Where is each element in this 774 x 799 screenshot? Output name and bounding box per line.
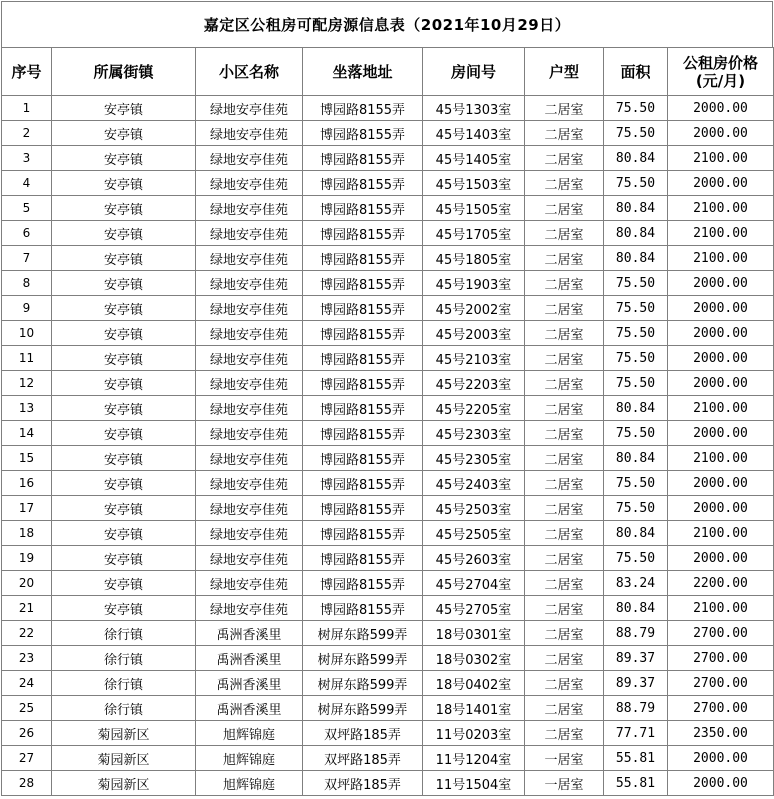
cell-town[interactable]: 安亭镇 xyxy=(52,321,196,346)
cell-price[interactable]: 2700.00 xyxy=(668,646,774,671)
cell-seq[interactable]: 18 xyxy=(2,521,52,546)
cell-address[interactable]: 博园路8155弄 xyxy=(303,346,423,371)
cell-price[interactable]: 2000.00 xyxy=(668,771,774,796)
cell-room[interactable]: 45号1505室 xyxy=(423,196,525,221)
cell-room[interactable]: 45号2205室 xyxy=(423,396,525,421)
cell-type[interactable]: 二居室 xyxy=(525,571,604,596)
cell-address[interactable]: 博园路8155弄 xyxy=(303,196,423,221)
cell-price[interactable]: 2100.00 xyxy=(668,246,774,271)
cell-address[interactable]: 博园路8155弄 xyxy=(303,521,423,546)
cell-town[interactable]: 安亭镇 xyxy=(52,221,196,246)
cell-community[interactable]: 绿地安亭佳苑 xyxy=(196,496,303,521)
cell-seq[interactable]: 15 xyxy=(2,446,52,471)
cell-area[interactable]: 80.84 xyxy=(604,221,668,246)
cell-town[interactable]: 菊园新区 xyxy=(52,771,196,796)
cell-type[interactable]: 二居室 xyxy=(525,246,604,271)
cell-seq[interactable]: 9 xyxy=(2,296,52,321)
cell-community[interactable]: 绿地安亭佳苑 xyxy=(196,521,303,546)
table-row xyxy=(2,646,774,671)
cell-town[interactable]: 安亭镇 xyxy=(52,446,196,471)
table-row xyxy=(2,771,774,796)
cell-price[interactable]: 2000.00 xyxy=(668,471,774,496)
cell-room[interactable]: 45号2704室 xyxy=(423,571,525,596)
cell-area[interactable]: 75.50 xyxy=(604,296,668,321)
table-row xyxy=(2,396,774,421)
table-row xyxy=(2,746,774,771)
cell-seq[interactable]: 17 xyxy=(2,496,52,521)
cell-address[interactable]: 博园路8155弄 xyxy=(303,146,423,171)
cell-town[interactable]: 菊园新区 xyxy=(52,721,196,746)
cell-type[interactable]: 二居室 xyxy=(525,446,604,471)
cell-type[interactable]: 二居室 xyxy=(525,196,604,221)
cell-town[interactable]: 安亭镇 xyxy=(52,546,196,571)
table-row xyxy=(2,246,774,271)
cell-community[interactable]: 绿地安亭佳苑 xyxy=(196,321,303,346)
cell-community[interactable]: 绿地安亭佳苑 xyxy=(196,221,303,246)
cell-town[interactable]: 安亭镇 xyxy=(52,571,196,596)
cell-community[interactable]: 绿地安亭佳苑 xyxy=(196,196,303,221)
cell-type[interactable]: 二居室 xyxy=(525,696,604,721)
cell-seq[interactable]: 14 xyxy=(2,421,52,446)
cell-town[interactable]: 安亭镇 xyxy=(52,196,196,221)
cell-seq[interactable]: 16 xyxy=(2,471,52,496)
cell-seq[interactable]: 6 xyxy=(2,221,52,246)
cell-seq[interactable]: 20 xyxy=(2,571,52,596)
cell-area[interactable]: 75.50 xyxy=(604,496,668,521)
table-row xyxy=(2,671,774,696)
cell-type[interactable]: 二居室 xyxy=(525,471,604,496)
header-town: 所属街镇 xyxy=(52,48,196,96)
cell-area[interactable]: 77.71 xyxy=(604,721,668,746)
cell-address[interactable]: 双坪路185弄 xyxy=(303,721,423,746)
cell-room[interactable]: 45号1503室 xyxy=(423,171,525,196)
cell-type[interactable]: 一居室 xyxy=(525,746,604,771)
cell-area[interactable]: 80.84 xyxy=(604,396,668,421)
cell-type[interactable]: 二居室 xyxy=(525,421,604,446)
cell-seq[interactable]: 21 xyxy=(2,596,52,621)
cell-town[interactable]: 安亭镇 xyxy=(52,246,196,271)
cell-room[interactable]: 18号0402室 xyxy=(423,671,525,696)
cell-price[interactable]: 2000.00 xyxy=(668,371,774,396)
cell-address[interactable]: 博园路8155弄 xyxy=(303,246,423,271)
cell-type[interactable]: 二居室 xyxy=(525,671,604,696)
cell-area[interactable]: 75.50 xyxy=(604,421,668,446)
cell-type[interactable]: 二居室 xyxy=(525,296,604,321)
table-row xyxy=(2,371,774,396)
cell-address[interactable]: 博园路8155弄 xyxy=(303,371,423,396)
cell-seq[interactable]: 19 xyxy=(2,546,52,571)
cell-seq[interactable]: 2 xyxy=(2,121,52,146)
cell-type[interactable]: 二居室 xyxy=(525,646,604,671)
cell-price[interactable]: 2100.00 xyxy=(668,196,774,221)
cell-price[interactable]: 2100.00 xyxy=(668,521,774,546)
cell-community[interactable]: 绿地安亭佳苑 xyxy=(196,421,303,446)
table-row xyxy=(2,546,774,571)
cell-area[interactable]: 75.50 xyxy=(604,171,668,196)
cell-type[interactable]: 二居室 xyxy=(525,346,604,371)
cell-community[interactable]: 绿地安亭佳苑 xyxy=(196,296,303,321)
header-community: 小区名称 xyxy=(196,48,303,96)
cell-town[interactable]: 安亭镇 xyxy=(52,96,196,121)
table-row xyxy=(2,446,774,471)
cell-community[interactable]: 绿地安亭佳苑 xyxy=(196,171,303,196)
cell-community[interactable]: 旭辉锦庭 xyxy=(196,771,303,796)
cell-community[interactable]: 禹洲香溪里 xyxy=(196,621,303,646)
cell-room[interactable]: 45号1403室 xyxy=(423,121,525,146)
cell-address[interactable]: 博园路8155弄 xyxy=(303,96,423,121)
cell-seq[interactable]: 26 xyxy=(2,721,52,746)
table-row xyxy=(2,221,774,246)
cell-room[interactable]: 45号2303室 xyxy=(423,421,525,446)
cell-room[interactable]: 45号2705室 xyxy=(423,596,525,621)
header-row xyxy=(2,48,774,96)
cell-room[interactable]: 45号1303室 xyxy=(423,96,525,121)
cell-town[interactable]: 菊园新区 xyxy=(52,746,196,771)
table-row xyxy=(2,96,774,121)
cell-area[interactable]: 80.84 xyxy=(604,596,668,621)
cell-room[interactable]: 45号1903室 xyxy=(423,271,525,296)
table-row xyxy=(2,471,774,496)
cell-area[interactable]: 89.37 xyxy=(604,671,668,696)
cell-town[interactable]: 安亭镇 xyxy=(52,346,196,371)
cell-seq[interactable]: 3 xyxy=(2,146,52,171)
cell-price[interactable]: 2100.00 xyxy=(668,596,774,621)
table-row xyxy=(2,521,774,546)
cell-type[interactable]: 二居室 xyxy=(525,171,604,196)
cell-town[interactable]: 安亭镇 xyxy=(52,171,196,196)
table-row xyxy=(2,171,774,196)
cell-town[interactable]: 徐行镇 xyxy=(52,671,196,696)
cell-community[interactable]: 旭辉锦庭 xyxy=(196,721,303,746)
cell-seq[interactable]: 7 xyxy=(2,246,52,271)
cell-price[interactable]: 2350.00 xyxy=(668,721,774,746)
cell-area[interactable]: 80.84 xyxy=(604,521,668,546)
cell-seq[interactable]: 11 xyxy=(2,346,52,371)
cell-address[interactable]: 博园路8155弄 xyxy=(303,171,423,196)
cell-area[interactable]: 75.50 xyxy=(604,121,668,146)
cell-address[interactable]: 树屏东路599弄 xyxy=(303,696,423,721)
header-price xyxy=(668,48,774,96)
cell-room[interactable]: 45号2503室 xyxy=(423,496,525,521)
cell-seq[interactable]: 28 xyxy=(2,771,52,796)
cell-area[interactable]: 80.84 xyxy=(604,246,668,271)
cell-town[interactable]: 安亭镇 xyxy=(52,421,196,446)
cell-area[interactable]: 80.84 xyxy=(604,446,668,471)
cell-town[interactable]: 安亭镇 xyxy=(52,496,196,521)
cell-seq[interactable]: 10 xyxy=(2,321,52,346)
cell-type[interactable]: 二居室 xyxy=(525,546,604,571)
cell-town[interactable]: 徐行镇 xyxy=(52,696,196,721)
cell-seq[interactable]: 22 xyxy=(2,621,52,646)
cell-room[interactable]: 45号2603室 xyxy=(423,546,525,571)
cell-community[interactable]: 禹洲香溪里 xyxy=(196,646,303,671)
cell-type[interactable]: 一居室 xyxy=(525,771,604,796)
cell-type[interactable]: 二居室 xyxy=(525,371,604,396)
cell-address[interactable]: 树屏东路599弄 xyxy=(303,671,423,696)
table-row xyxy=(2,196,774,221)
cell-price[interactable]: 2000.00 xyxy=(668,296,774,321)
cell-area[interactable]: 75.50 xyxy=(604,346,668,371)
cell-type[interactable]: 二居室 xyxy=(525,146,604,171)
header-address: 坐落地址 xyxy=(303,48,423,96)
table-row xyxy=(2,721,774,746)
cell-seq[interactable]: 12 xyxy=(2,371,52,396)
cell-address[interactable]: 博园路8155弄 xyxy=(303,321,423,346)
cell-community[interactable]: 绿地安亭佳苑 xyxy=(196,471,303,496)
cell-price[interactable]: 2000.00 xyxy=(668,496,774,521)
cell-price[interactable]: 2000.00 xyxy=(668,271,774,296)
table-row xyxy=(2,346,774,371)
cell-type[interactable]: 二居室 xyxy=(525,221,604,246)
cell-price[interactable]: 2100.00 xyxy=(668,221,774,246)
cell-area[interactable]: 80.84 xyxy=(604,196,668,221)
cell-room[interactable]: 18号1401室 xyxy=(423,696,525,721)
cell-town[interactable]: 安亭镇 xyxy=(52,396,196,421)
cell-address[interactable]: 博园路8155弄 xyxy=(303,446,423,471)
cell-room[interactable]: 45号1805室 xyxy=(423,246,525,271)
cell-community[interactable]: 绿地安亭佳苑 xyxy=(196,446,303,471)
cell-price[interactable]: 2700.00 xyxy=(668,696,774,721)
cell-seq[interactable]: 24 xyxy=(2,671,52,696)
cell-room[interactable]: 45号2203室 xyxy=(423,371,525,396)
cell-type[interactable]: 二居室 xyxy=(525,396,604,421)
cell-community[interactable]: 绿地安亭佳苑 xyxy=(196,396,303,421)
table-row xyxy=(2,271,774,296)
cell-community[interactable]: 绿地安亭佳苑 xyxy=(196,571,303,596)
cell-address[interactable]: 博园路8155弄 xyxy=(303,271,423,296)
cell-area[interactable]: 75.50 xyxy=(604,471,668,496)
cell-price[interactable]: 2000.00 xyxy=(668,346,774,371)
cell-address[interactable]: 博园路8155弄 xyxy=(303,546,423,571)
cell-area[interactable]: 75.50 xyxy=(604,546,668,571)
cell-town[interactable]: 安亭镇 xyxy=(52,146,196,171)
cell-community[interactable]: 禹洲香溪里 xyxy=(196,696,303,721)
cell-price[interactable]: 2000.00 xyxy=(668,321,774,346)
cell-price[interactable]: 2000.00 xyxy=(668,121,774,146)
cell-community[interactable]: 绿地安亭佳苑 xyxy=(196,346,303,371)
cell-town[interactable]: 徐行镇 xyxy=(52,621,196,646)
cell-price[interactable]: 2100.00 xyxy=(668,396,774,421)
cell-town[interactable]: 安亭镇 xyxy=(52,471,196,496)
cell-town[interactable]: 安亭镇 xyxy=(52,521,196,546)
header-price-line1: 公租房价格 xyxy=(682,53,758,72)
cell-address[interactable]: 树屏东路599弄 xyxy=(303,646,423,671)
cell-area[interactable]: 80.84 xyxy=(604,146,668,171)
table-row xyxy=(2,621,774,646)
cell-seq[interactable]: 8 xyxy=(2,271,52,296)
cell-address[interactable]: 双坪路185弄 xyxy=(303,746,423,771)
cell-type[interactable]: 二居室 xyxy=(525,621,604,646)
cell-price[interactable]: 2000.00 xyxy=(668,96,774,121)
table-row xyxy=(2,146,774,171)
cell-price[interactable]: 2000.00 xyxy=(668,171,774,196)
cell-seq[interactable]: 5 xyxy=(2,196,52,221)
header-type: 户型 xyxy=(525,48,604,96)
cell-community[interactable]: 绿地安亭佳苑 xyxy=(196,121,303,146)
cell-price[interactable]: 2700.00 xyxy=(668,621,774,646)
cell-community[interactable]: 绿地安亭佳苑 xyxy=(196,246,303,271)
cell-town[interactable]: 安亭镇 xyxy=(52,596,196,621)
cell-room[interactable]: 45号1405室 xyxy=(423,146,525,171)
spreadsheet xyxy=(1,1,773,797)
cell-room[interactable]: 11号0203室 xyxy=(423,721,525,746)
table-row xyxy=(2,596,774,621)
cell-community[interactable]: 绿地安亭佳苑 xyxy=(196,596,303,621)
cell-seq[interactable]: 1 xyxy=(2,96,52,121)
cell-town[interactable]: 安亭镇 xyxy=(52,371,196,396)
cell-room[interactable]: 18号0301室 xyxy=(423,621,525,646)
table-row xyxy=(2,696,774,721)
cell-community[interactable]: 旭辉锦庭 xyxy=(196,746,303,771)
cell-room[interactable]: 45号2403室 xyxy=(423,471,525,496)
table-body xyxy=(2,96,774,796)
cell-town[interactable]: 安亭镇 xyxy=(52,271,196,296)
cell-type[interactable]: 二居室 xyxy=(525,521,604,546)
cell-community[interactable]: 绿地安亭佳苑 xyxy=(196,96,303,121)
cell-type[interactable]: 二居室 xyxy=(525,121,604,146)
cell-area[interactable]: 55.81 xyxy=(604,771,668,796)
cell-town[interactable]: 安亭镇 xyxy=(52,121,196,146)
table-row xyxy=(2,421,774,446)
cell-address[interactable]: 博园路8155弄 xyxy=(303,296,423,321)
cell-room[interactable]: 45号2003室 xyxy=(423,321,525,346)
sheet-title: 嘉定区公租房可配房源信息表（2021年10月29日） xyxy=(1,1,773,47)
cell-address[interactable]: 树屏东路599弄 xyxy=(303,621,423,646)
cell-area[interactable]: 89.37 xyxy=(604,646,668,671)
cell-area[interactable]: 88.79 xyxy=(604,696,668,721)
cell-room[interactable]: 11号1504室 xyxy=(423,771,525,796)
cell-price[interactable]: 2100.00 xyxy=(668,146,774,171)
cell-address[interactable]: 博园路8155弄 xyxy=(303,121,423,146)
cell-type[interactable]: 二居室 xyxy=(525,496,604,521)
cell-community[interactable]: 绿地安亭佳苑 xyxy=(196,146,303,171)
cell-type[interactable]: 二居室 xyxy=(525,596,604,621)
cell-seq[interactable]: 27 xyxy=(2,746,52,771)
cell-town[interactable]: 安亭镇 xyxy=(52,296,196,321)
cell-seq[interactable]: 4 xyxy=(2,171,52,196)
cell-room[interactable]: 45号2305室 xyxy=(423,446,525,471)
cell-area[interactable]: 88.79 xyxy=(604,621,668,646)
cell-price[interactable]: 2000.00 xyxy=(668,746,774,771)
table-row xyxy=(2,121,774,146)
housing-table xyxy=(1,47,774,796)
cell-community[interactable]: 绿地安亭佳苑 xyxy=(196,271,303,296)
cell-area[interactable]: 83.24 xyxy=(604,571,668,596)
cell-area[interactable]: 75.50 xyxy=(604,271,668,296)
cell-room[interactable]: 45号2505室 xyxy=(423,521,525,546)
cell-price[interactable]: 2100.00 xyxy=(668,446,774,471)
cell-seq[interactable]: 13 xyxy=(2,396,52,421)
cell-seq[interactable]: 23 xyxy=(2,646,52,671)
cell-room[interactable]: 45号2002室 xyxy=(423,296,525,321)
table-row xyxy=(2,496,774,521)
cell-address[interactable]: 博园路8155弄 xyxy=(303,596,423,621)
cell-address[interactable]: 博园路8155弄 xyxy=(303,496,423,521)
cell-address[interactable]: 双坪路185弄 xyxy=(303,771,423,796)
cell-type[interactable]: 二居室 xyxy=(525,96,604,121)
cell-address[interactable]: 博园路8155弄 xyxy=(303,471,423,496)
cell-type[interactable]: 二居室 xyxy=(525,321,604,346)
header-seq: 序号 xyxy=(2,48,52,96)
cell-price[interactable]: 2000.00 xyxy=(668,421,774,446)
table-row xyxy=(2,296,774,321)
cell-seq[interactable]: 25 xyxy=(2,696,52,721)
cell-type[interactable]: 二居室 xyxy=(525,721,604,746)
cell-address[interactable]: 博园路8155弄 xyxy=(303,396,423,421)
cell-room[interactable]: 45号2103室 xyxy=(423,346,525,371)
cell-address[interactable]: 博园路8155弄 xyxy=(303,571,423,596)
cell-room[interactable]: 45号1705室 xyxy=(423,221,525,246)
cell-price[interactable]: 2000.00 xyxy=(668,546,774,571)
cell-community[interactable]: 绿地安亭佳苑 xyxy=(196,371,303,396)
cell-type[interactable]: 二居室 xyxy=(525,271,604,296)
header-room: 房间号 xyxy=(423,48,525,96)
table-row xyxy=(2,321,774,346)
cell-room[interactable]: 11号1204室 xyxy=(423,746,525,771)
cell-price[interactable]: 2200.00 xyxy=(668,571,774,596)
cell-address[interactable]: 博园路8155弄 xyxy=(303,221,423,246)
cell-area[interactable]: 55.81 xyxy=(604,746,668,771)
cell-town[interactable]: 徐行镇 xyxy=(52,646,196,671)
header-area: 面积 xyxy=(604,48,668,96)
cell-price[interactable]: 2700.00 xyxy=(668,671,774,696)
cell-address[interactable]: 博园路8155弄 xyxy=(303,421,423,446)
table-row xyxy=(2,571,774,596)
header-price-line2: (元/月) xyxy=(695,71,746,90)
cell-room[interactable]: 18号0302室 xyxy=(423,646,525,671)
cell-community[interactable]: 禹洲香溪里 xyxy=(196,671,303,696)
cell-area[interactable]: 75.50 xyxy=(604,321,668,346)
cell-area[interactable]: 75.50 xyxy=(604,371,668,396)
cell-community[interactable]: 绿地安亭佳苑 xyxy=(196,546,303,571)
cell-area[interactable]: 75.50 xyxy=(604,96,668,121)
